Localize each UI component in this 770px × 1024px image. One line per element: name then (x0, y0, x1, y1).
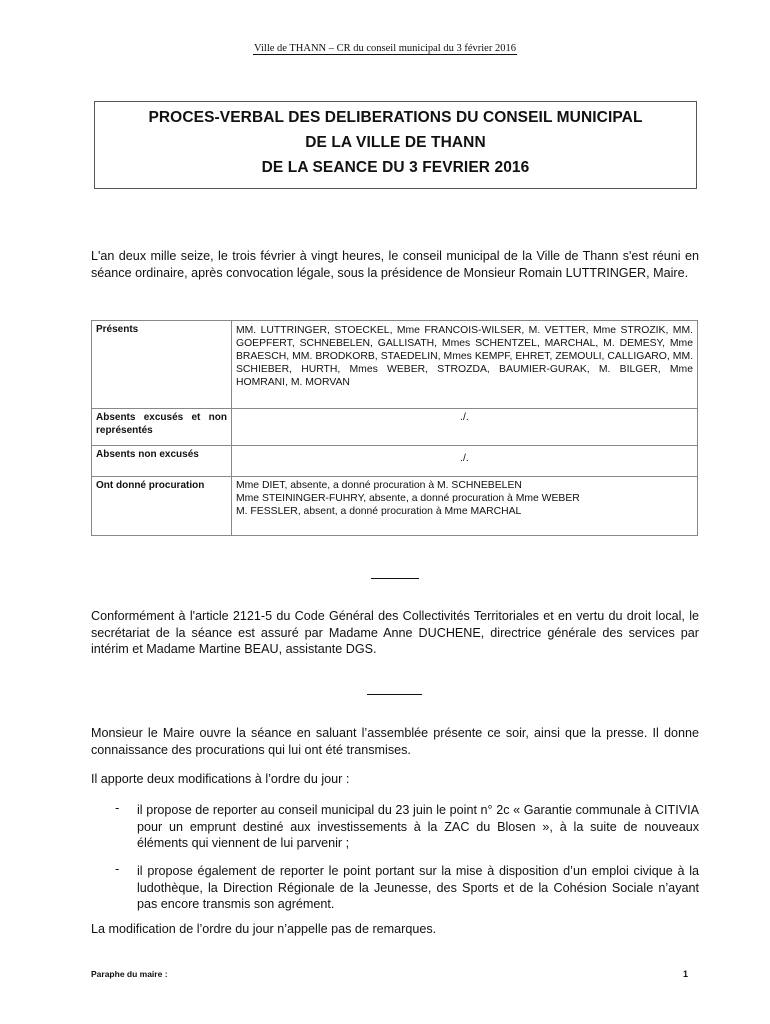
row-label: Absents excusés et non représentés (92, 409, 232, 446)
page-header: Ville de THANN – CR du conseil municipal du 3 février 2016 (254, 43, 516, 54)
table-row (92, 446, 698, 477)
row-label: Présents (92, 321, 232, 409)
bullet-text: il propose également de reporter le point portant sur la mise à disposition d’un emploi civique à la ludothèque, la Direction Régionale de la Jeunesse, des Sports et de la Cohésion Sociale n’ayant pas encore transmis son agrément. (137, 864, 699, 911)
intro-paragraph: L'an deux mille seize, le trois février à vingt heures, le conseil municipal de la Ville de Thann s'est réuni en séance ordinaire, après convocation légale, sous la présidence de Monsieur Romain LUTTRINGER, Maire. (91, 249, 699, 280)
row-value (232, 477, 698, 536)
table-row (92, 477, 698, 536)
secretariat-paragraph: Conformément à l'article 2121-5 du Code Général des Collectivités Territoriales et en vertu du droit local, le secrétariat de la séance est assuré par Madame Anne DUCHENE, directrice générale des services par intérim et Madame Martine BEAU, assistante DGS. (91, 609, 699, 656)
row-label: Absents non excusés (92, 446, 232, 477)
procuration-line: M. FESSLER, absent, a donné procuration à Mme MARCHAL (236, 506, 522, 517)
row-value: ./. (232, 446, 698, 477)
modifications-intro: Il apporte deux modifications à l’ordre du jour : (91, 772, 350, 786)
title-line-3: DE LA SEANCE DU 3 FEVRIER 2016 (261, 159, 530, 176)
closing-paragraph: La modification de l’ordre du jour n’appelle pas de remarques. (91, 922, 437, 936)
separator-rule (371, 578, 419, 579)
title-box (94, 101, 697, 189)
procuration-line: Mme STEININGER-FUHRY, absente, a donné procuration à Mme WEBER (236, 493, 580, 504)
bullet-dash: - (115, 861, 120, 876)
title-line-2: DE LA VILLE DE THANN (305, 134, 486, 151)
bullet-text: il propose de reporter au conseil municipal du 23 juin le point n° 2c « Garantie communale à CITIVIA pour un emprunt destiné aux investissements à la ZAC du Blosen », à la suite de nouveaux éléments qui viennent de lui parvenir ; (137, 803, 699, 850)
row-label: Ont donné procuration (92, 477, 232, 536)
table-row (92, 321, 698, 409)
separator-rule (367, 694, 422, 695)
procuration-line: Mme DIET, absente, a donné procuration à M. SCHNEBELEN (236, 480, 522, 491)
table-row (92, 409, 698, 446)
title-line-1: PROCES-VERBAL DES DELIBERATIONS DU CONSEIL MUNICIPAL (148, 109, 643, 126)
bullet-dash: - (115, 800, 120, 815)
attendance-table (91, 320, 698, 536)
row-value: MM. LUTTRINGER, STOECKEL, Mme FRANCOIS-WILSER, M. VETTER, Mme STROZIK, MM. GOEPFERT, SCHNEBELEN, GALLISATH, Mmes SCHENTZEL, MARCHAL, M. DEMESY, Mme BRAESCH, MM. BRODKORB, STAEDELIN, Mmes KEMPF, EHRET, ZEMOULI, CALLIGARO, MM. SCHIEBER, HURTH, Mmes WEBER, STROZDA, BAUMIER-GURAK, M. BILGER, Mme HOMRANI, M. MORVAN (232, 321, 698, 409)
opening-paragraph: Monsieur le Maire ouvre la séance en saluant l’assemblée présente ce soir, ainsi que la presse. Il donne connaissance des procurations qui lui ont été transmises. (91, 726, 699, 757)
page-number: 1 (683, 969, 689, 979)
paraphe-label: Paraphe du maire : (91, 969, 168, 979)
row-value: ./. (232, 409, 698, 446)
